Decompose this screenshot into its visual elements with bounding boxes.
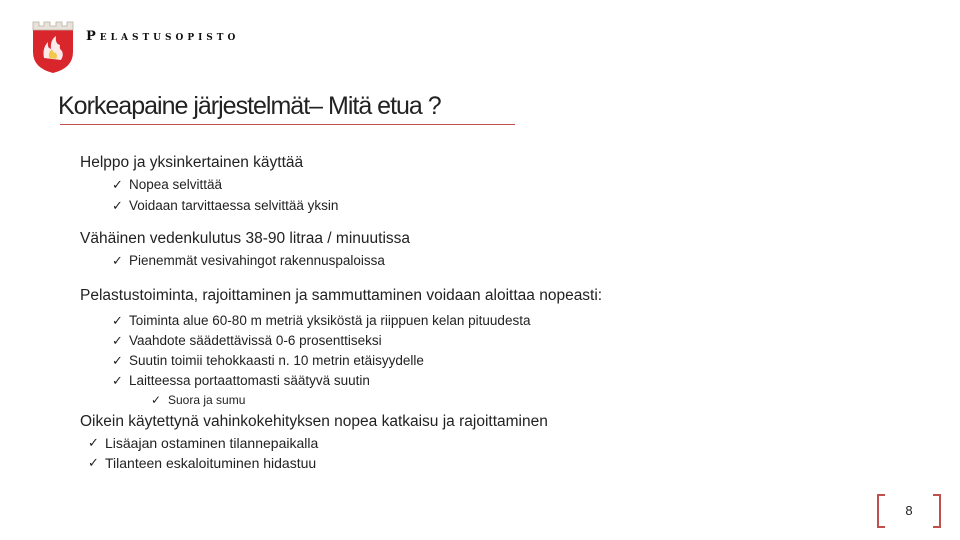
sub-checklist — [129, 391, 920, 409]
list-item: ✓ Suutin toimii tehokkaasti n. 10 metrin etäisyydelle — [112, 351, 920, 371]
slide-content — [80, 153, 920, 473]
section-1 — [80, 153, 920, 216]
check-icon: ✓ — [112, 353, 123, 368]
check-icon: ✓ — [88, 435, 99, 450]
checklist — [80, 250, 920, 271]
check-icon: ✓ — [112, 177, 123, 192]
section-2 — [80, 229, 920, 271]
list-item: ✓ Voidaan tarvittaessa selvittää yksin — [112, 195, 920, 216]
check-icon: ✓ — [112, 373, 123, 388]
check-icon: ✓ — [112, 313, 123, 328]
list-item: ✓ Toiminta alue 60-80 m metriä yksiköstä ja riippuen kelan pituudesta — [112, 311, 920, 331]
list-item: ✓ Lisäajan ostaminen tilannepaikalla — [88, 435, 319, 451]
slide-title: Korkeapaine järjestelmät– Mitä etua ? — [58, 92, 441, 120]
list-item: ✓ Pienemmät vesivahingot rakennuspaloissa — [112, 250, 920, 271]
check-icon: ✓ — [112, 198, 123, 213]
check-icon: ✓ — [88, 455, 99, 470]
page-number: 8 — [905, 503, 913, 518]
check-icon: ✓ — [112, 333, 123, 348]
section-heading: Oikein käytettynä vahinkokehityksen nopea katkaisu ja rajoittaminen — [80, 413, 548, 430]
checklist — [80, 433, 920, 473]
check-icon: ✓ — [112, 253, 123, 268]
title-divider — [60, 124, 515, 125]
list-item: ✓ Laitteessa portaattomasti säätyvä suutin ✓ Suora ja sumu — [112, 371, 920, 409]
section-heading: Helppo ja yksinkertainen käyttää — [80, 154, 304, 171]
org-name: Pelastusopisto — [86, 29, 240, 44]
section-4 — [80, 412, 920, 473]
section-3 — [80, 286, 920, 409]
checklist — [80, 311, 920, 409]
coat-of-arms-icon — [30, 18, 76, 74]
list-item: ✓ Nopea selvittää — [112, 174, 920, 195]
page-number-box — [877, 494, 941, 528]
section-heading: Vähäinen vedenkulutus 38-90 litraa / minuutissa — [80, 230, 411, 247]
right-bracket — [933, 494, 941, 528]
list-item: ✓ Suora ja sumu — [151, 393, 246, 407]
list-item: ✓ Vaahdote säädettävissä 0-6 prosenttiseksi — [112, 331, 920, 351]
section-heading: Pelastustoiminta, rajoittaminen ja sammuttaminen voidaan aloittaa nopeasti: — [80, 287, 603, 304]
list-item: ✓ Tilanteen eskaloituminen hidastuu — [88, 455, 317, 471]
checklist — [80, 174, 920, 216]
check-icon: ✓ — [151, 393, 162, 407]
